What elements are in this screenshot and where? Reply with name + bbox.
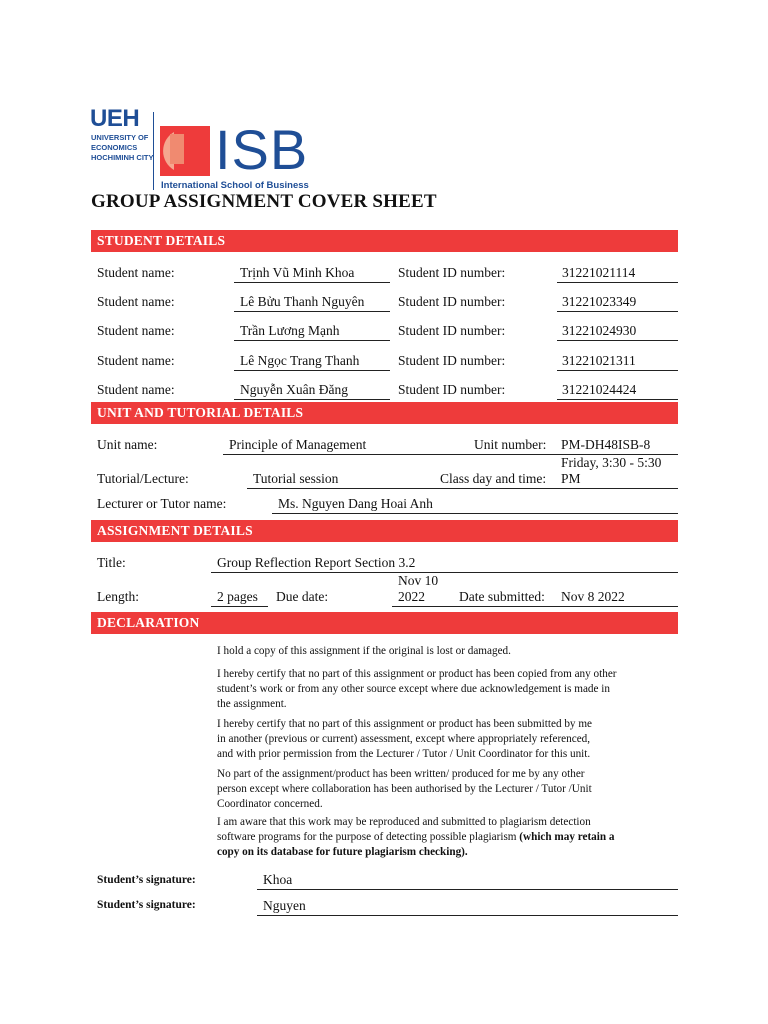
student-id-value: 31221024930 [562, 323, 637, 338]
declaration-line [217, 830, 672, 845]
declaration-paragraph-2 [217, 667, 672, 712]
due-date-label: Due date: [276, 589, 329, 604]
declaration-line: Coordinator concerned. [217, 798, 323, 810]
student-id-label: Student ID number: [398, 323, 506, 338]
student-name-label: Student name: [97, 353, 175, 368]
due-date-value-line-1: Nov 10 [398, 573, 439, 588]
page-title: GROUP ASSIGNMENT COVER SHEET [91, 191, 437, 212]
student-name-label: Student name: [97, 382, 175, 397]
student-id-underline [557, 282, 678, 283]
date-submitted-label: Date submitted: [459, 589, 545, 604]
student-id-label: Student ID number: [398, 265, 506, 280]
student-name-label: Student name: [97, 265, 175, 280]
declaration-line: in another (previous or current) assessment, except where appropriately referenced, [217, 733, 591, 745]
student-details-header [91, 230, 678, 252]
assignment-title-label: Title: [97, 555, 126, 570]
length-label: Length: [97, 589, 139, 604]
declaration-line: I hereby certify that no part of this assignment or product has been copied from any other [217, 668, 617, 680]
due-submitted-underline [392, 606, 678, 607]
declaration-paragraph-4 [217, 767, 672, 812]
signature-value-2: Nguyen [263, 898, 306, 913]
student-name-value: Nguyễn Xuân Đăng [240, 382, 348, 397]
declaration-line: person except where collaboration has been authorised by the Lecturer / Tutor /Unit [217, 783, 592, 795]
student-id-value: 31221021311 [562, 353, 636, 368]
student-id-label: Student ID number: [398, 294, 506, 309]
signature-underline-2 [257, 915, 678, 916]
declaration-header [91, 612, 678, 634]
lecturer-underline [272, 513, 678, 514]
length-underline [211, 606, 268, 607]
student-name-value: Lê Bửu Thanh Nguyên [240, 294, 365, 309]
declaration-line: the assignment. [217, 698, 287, 710]
ueh-logo-line-1: UNIVERSITY OF [91, 133, 149, 142]
declaration-line [217, 845, 672, 860]
student-id-label: Student ID number: [398, 382, 506, 397]
unit-details-header [91, 402, 678, 424]
assignment-details-title: ASSIGNMENT DETAILS [97, 523, 253, 538]
class-day-value-line-2: PM [561, 471, 581, 486]
date-submitted-value: Nov 8 2022 [561, 589, 625, 604]
student-id-value: 31221024424 [562, 382, 637, 397]
signature-label-2: Student’s signature: [97, 899, 196, 911]
declaration-line: I hereby certify that no part of this assignment or product has been submitted by me [217, 718, 592, 730]
declaration-text: software programs for the purpose of detecting possible plagiarism [217, 831, 520, 843]
lecturer-value: Ms. Nguyen Dang Hoai Anh [278, 496, 433, 511]
class-day-value-line-1: Friday, 3:30 - 5:30 [561, 455, 662, 470]
declaration-line: I am aware that this work may be reproduced and submitted to plagiarism detection [217, 816, 591, 828]
tutorial-row-underline [247, 488, 678, 489]
ueh-logo-title: UEH [90, 105, 140, 132]
declaration-line: and with prior permission from the Lecturer / Tutor / Unit Coordinator for this unit. [217, 748, 591, 760]
assignment-title-value: Group Reflection Report Section 3.2 [217, 555, 416, 570]
isb-logo-mark [160, 126, 210, 176]
student-name-underline [234, 282, 390, 283]
student-name-value: Trần Lương Mạnh [240, 323, 340, 338]
declaration-paragraph-1 [217, 644, 672, 659]
student-id-value: 31221021114 [562, 265, 636, 280]
declaration-paragraph-5 [217, 815, 672, 860]
student-id-label: Student ID number: [398, 353, 506, 368]
student-id-underline [557, 370, 678, 371]
declaration-title: DECLARATION [97, 615, 200, 630]
declaration-line: I hold a copy of this assignment if the original is lost or damaged. [217, 645, 511, 657]
ueh-logo [90, 105, 154, 164]
tutorial-value: Tutorial session [253, 471, 339, 486]
unit-name-value: Principle of Management [229, 437, 367, 452]
declaration-bold-text: (which may retain a [519, 831, 615, 843]
student-name-underline [234, 399, 390, 400]
unit-number-label: Unit number: [474, 437, 547, 452]
assignment-details-header [91, 520, 678, 542]
declaration-bold-text: copy on its database for future plagiarism checking). [217, 846, 468, 858]
student-id-underline [557, 340, 678, 341]
signature-value-1: Khoa [263, 872, 293, 887]
student-id-underline [557, 399, 678, 400]
student-name-label: Student name: [97, 294, 175, 309]
unit-number-value: PM-DH48ISB-8 [561, 437, 651, 452]
signature-underline-1 [257, 889, 678, 890]
ueh-logo-line-3: HOCHIMINH CITY [91, 153, 154, 162]
tutorial-label: Tutorial/Lecture: [97, 471, 189, 486]
student-name-underline [234, 370, 390, 371]
student-id-underline [557, 311, 678, 312]
student-name-label: Student name: [97, 323, 175, 338]
isb-logo-subtitle: International School of Business [161, 180, 309, 191]
declaration-paragraph-3 [217, 717, 672, 762]
unit-details-title: UNIT AND TUTORIAL DETAILS [97, 405, 304, 420]
logo-divider [153, 112, 154, 190]
student-name-underline [234, 311, 390, 312]
class-day-label: Class day and time: [440, 471, 547, 486]
unit-name-label: Unit name: [97, 437, 158, 452]
student-name-value: Trịnh Vũ Minh Khoa [240, 265, 355, 280]
declaration-line: student’s work or from any other source except where due acknowledgement is made in [217, 683, 610, 695]
assignment-title-underline [211, 572, 678, 573]
student-details-title: STUDENT DETAILS [97, 233, 226, 248]
length-value: 2 pages [217, 589, 258, 604]
student-id-value: 31221023349 [562, 294, 637, 309]
lecturer-label: Lecturer or Tutor name: [97, 496, 227, 511]
student-name-value: Lê Ngọc Trang Thanh [240, 353, 360, 368]
declaration-line: No part of the assignment/product has been written/ produced for me by any other [217, 768, 585, 780]
isb-logo-title: ISB [215, 118, 309, 181]
ueh-logo-line-2: ECONOMICS [91, 143, 138, 152]
due-date-value-line-2: 2022 [398, 589, 425, 604]
signature-label-1: Student’s signature: [97, 874, 196, 886]
student-name-underline [234, 340, 390, 341]
